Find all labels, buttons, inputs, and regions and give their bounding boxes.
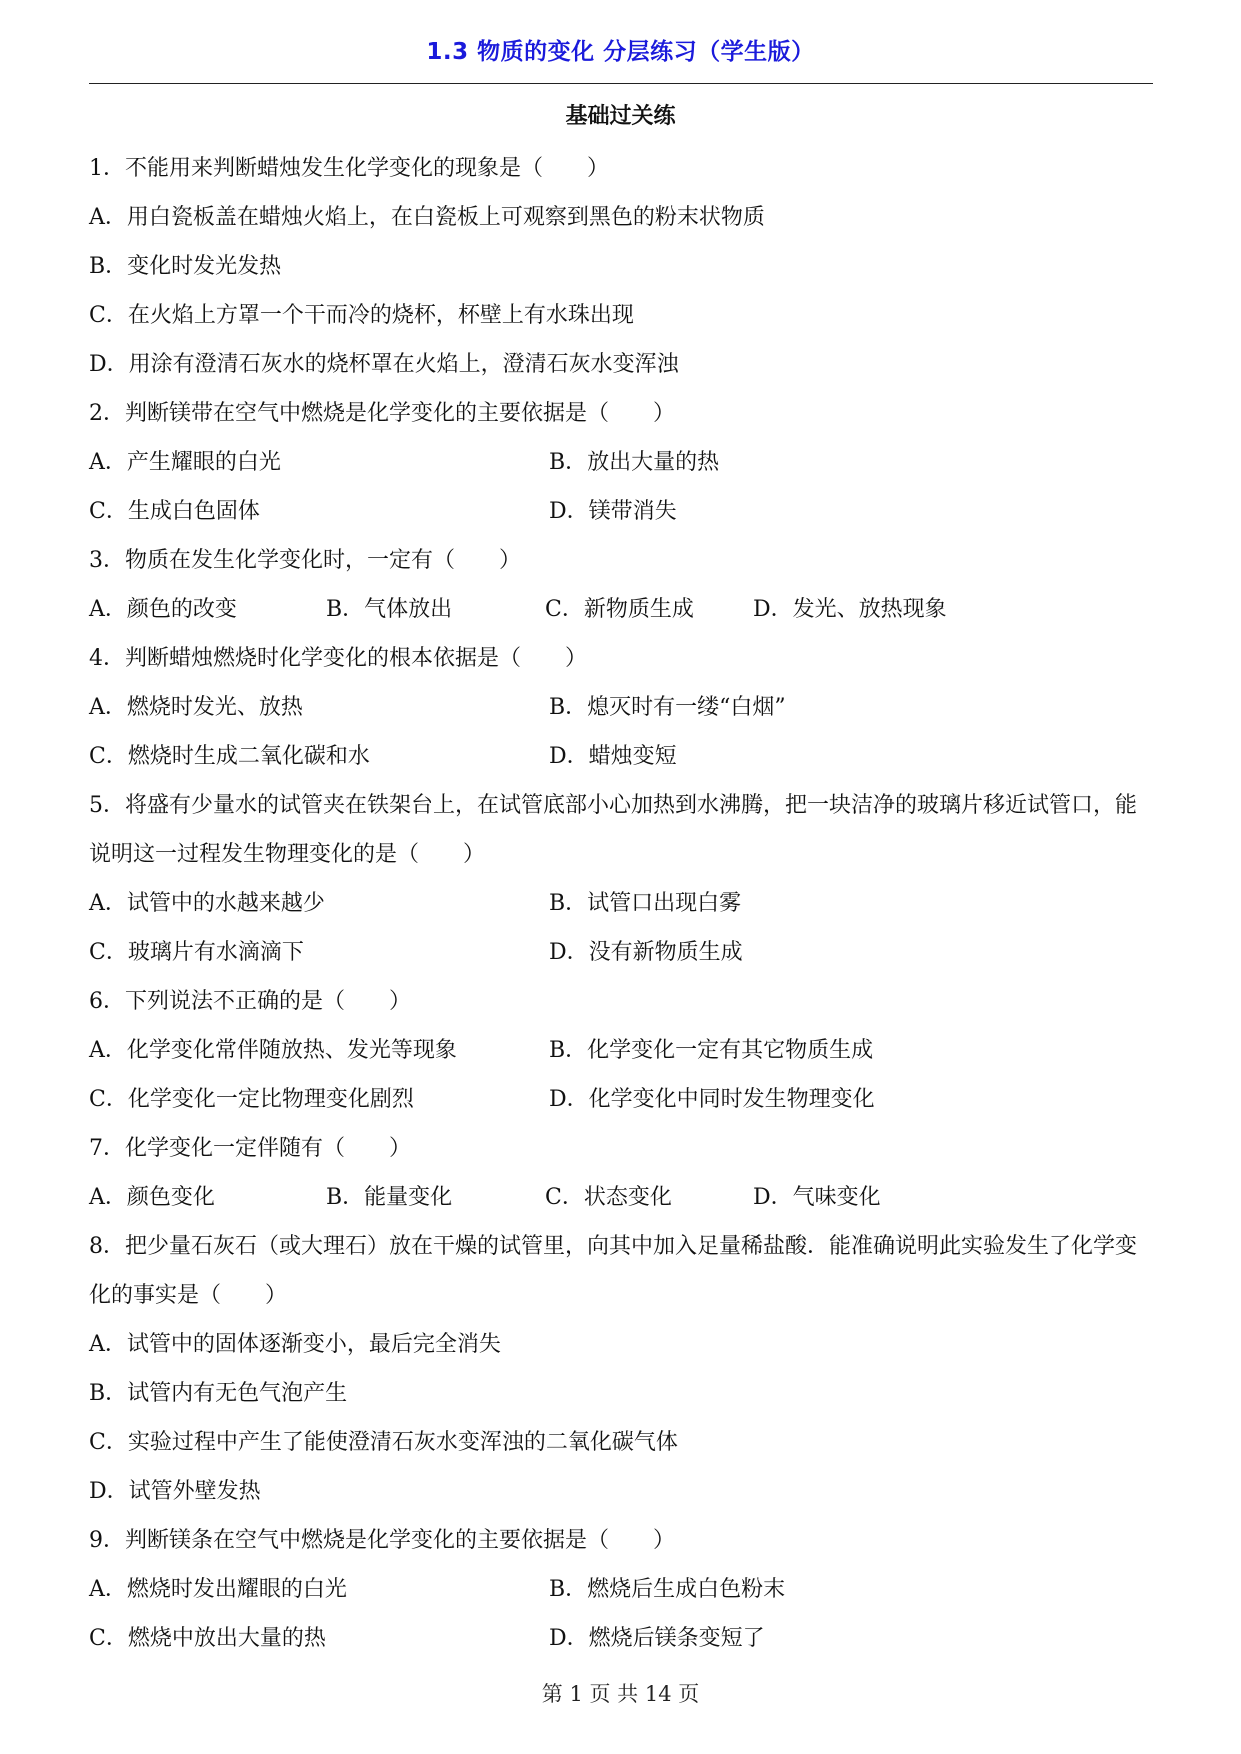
question-4: [89, 634, 1153, 781]
option-list: [89, 1026, 1153, 1124]
option-b: B．气体放出: [326, 597, 453, 622]
document-header-title: 1.3 物质的变化 分层练习（学生版）: [426, 39, 815, 65]
question-stem: 4．判断蜡烛燃烧时化学变化的根本依据是（ ）: [89, 646, 587, 671]
question-stem: 8．把少量石灰石（或大理石）放在干燥的试管里，向其中加入足量稀盐酸．能准确说明此实验发生了化学变化的事实是（ ）: [89, 1234, 1138, 1308]
question-stem: 9．判断镁条在空气中燃烧是化学变化的主要依据是（ ）: [89, 1528, 675, 1553]
option-b: B．化学变化一定有其它物质生成: [549, 1038, 874, 1063]
option-d: D．用涂有澄清石灰水的烧杯罩在火焰上，澄清石灰水变浑浊: [89, 352, 679, 377]
option-c: C．新物质生成: [545, 597, 694, 622]
option-list: [89, 879, 1153, 977]
question-2: [89, 389, 1153, 536]
question-8: [89, 1222, 1153, 1516]
option-c: C．在火焰上方罩一个干而冷的烧杯，杯壁上有水珠出现: [89, 303, 634, 328]
question-1: [89, 144, 1153, 389]
option-a: A．燃烧时发光、放热: [89, 695, 303, 720]
option-list: [89, 193, 1153, 389]
option-b: B．熄灭时有一缕“白烟”: [549, 695, 786, 720]
option-b: B．放出大量的热: [549, 450, 720, 475]
option-a: A．颜色变化: [89, 1185, 215, 1210]
option-b: B．能量变化: [326, 1185, 453, 1210]
option-list: [89, 1320, 1153, 1516]
option-a: A．试管中的水越来越少: [89, 891, 325, 916]
option-a: A．化学变化常伴随放热、发光等现象: [89, 1038, 457, 1063]
option-d: D．发光、放热现象: [753, 597, 947, 622]
option-c: C．燃烧中放出大量的热: [89, 1626, 326, 1651]
option-c: C．实验过程中产生了能使澄清石灰水变浑浊的二氧化碳气体: [89, 1430, 678, 1455]
question-stem: 3．物质在发生化学变化时，一定有（ ）: [89, 548, 521, 573]
question-5: [89, 781, 1153, 977]
question-3: [89, 536, 1153, 634]
header-divider: [89, 83, 1153, 84]
option-b: B．燃烧后生成白色粉末: [549, 1577, 786, 1602]
option-d: D．试管外壁发热: [89, 1479, 261, 1504]
option-a: A．产生耀眼的白光: [89, 450, 281, 475]
option-a: A．用白瓷板盖在蜡烛火焰上，在白瓷板上可观察到黑色的粉末状物质: [89, 205, 765, 230]
question-6: [89, 977, 1153, 1124]
question-stem: 5．将盛有少量水的试管夹在铁架台上，在试管底部小心加热到水沸腾，把一块洁净的玻璃片移近试管口，能说明这一过程发生物理变化的是（ ）: [89, 793, 1138, 867]
option-d: D．化学变化中同时发生物理变化: [549, 1087, 875, 1112]
option-c: C．燃烧时生成二氧化碳和水: [89, 744, 370, 769]
option-c: C．化学变化一定比物理变化剧烈: [89, 1087, 414, 1112]
question-stem: 1．不能用来判断蜡烛发生化学变化的现象是（ ）: [89, 156, 609, 181]
option-b: B．变化时发光发热: [89, 254, 282, 279]
option-list: [89, 683, 1153, 781]
option-d: D．燃烧后镁条变短了: [549, 1626, 765, 1651]
option-list: [89, 1173, 1153, 1222]
option-list: [89, 1565, 1153, 1663]
option-b: B．试管口出现白雾: [549, 891, 742, 916]
option-list: [89, 438, 1153, 536]
question-stem: 6．下列说法不正确的是（ ）: [89, 989, 411, 1014]
question-stem: 7．化学变化一定伴随有（ ）: [89, 1136, 411, 1161]
option-c: C．玻璃片有水滴滴下: [89, 940, 304, 965]
option-c: C．生成白色固体: [89, 499, 260, 524]
page-number-footer: 第 1 页 共 14 页: [541, 1682, 700, 1706]
option-list: [89, 585, 1153, 634]
question-9: [89, 1516, 1153, 1663]
option-a: A．燃烧时发出耀眼的白光: [89, 1577, 347, 1602]
question-list: [89, 144, 1153, 1663]
option-d: D．镁带消失: [549, 499, 677, 524]
question-stem: 2．判断镁带在空气中燃烧是化学变化的主要依据是（ ）: [89, 401, 675, 426]
option-c: C．状态变化: [545, 1185, 672, 1210]
option-d: D．蜡烛变短: [549, 744, 677, 769]
option-d: D．没有新物质生成: [549, 940, 743, 965]
option-a: A．试管中的固体逐渐变小，最后完全消失: [89, 1332, 501, 1357]
question-7: [89, 1124, 1153, 1222]
option-a: A．颜色的改变: [89, 597, 237, 622]
option-d: D．气味变化: [753, 1185, 881, 1210]
section-title: 基础过关练: [565, 103, 676, 129]
option-b: B．试管内有无色气泡产生: [89, 1381, 348, 1406]
